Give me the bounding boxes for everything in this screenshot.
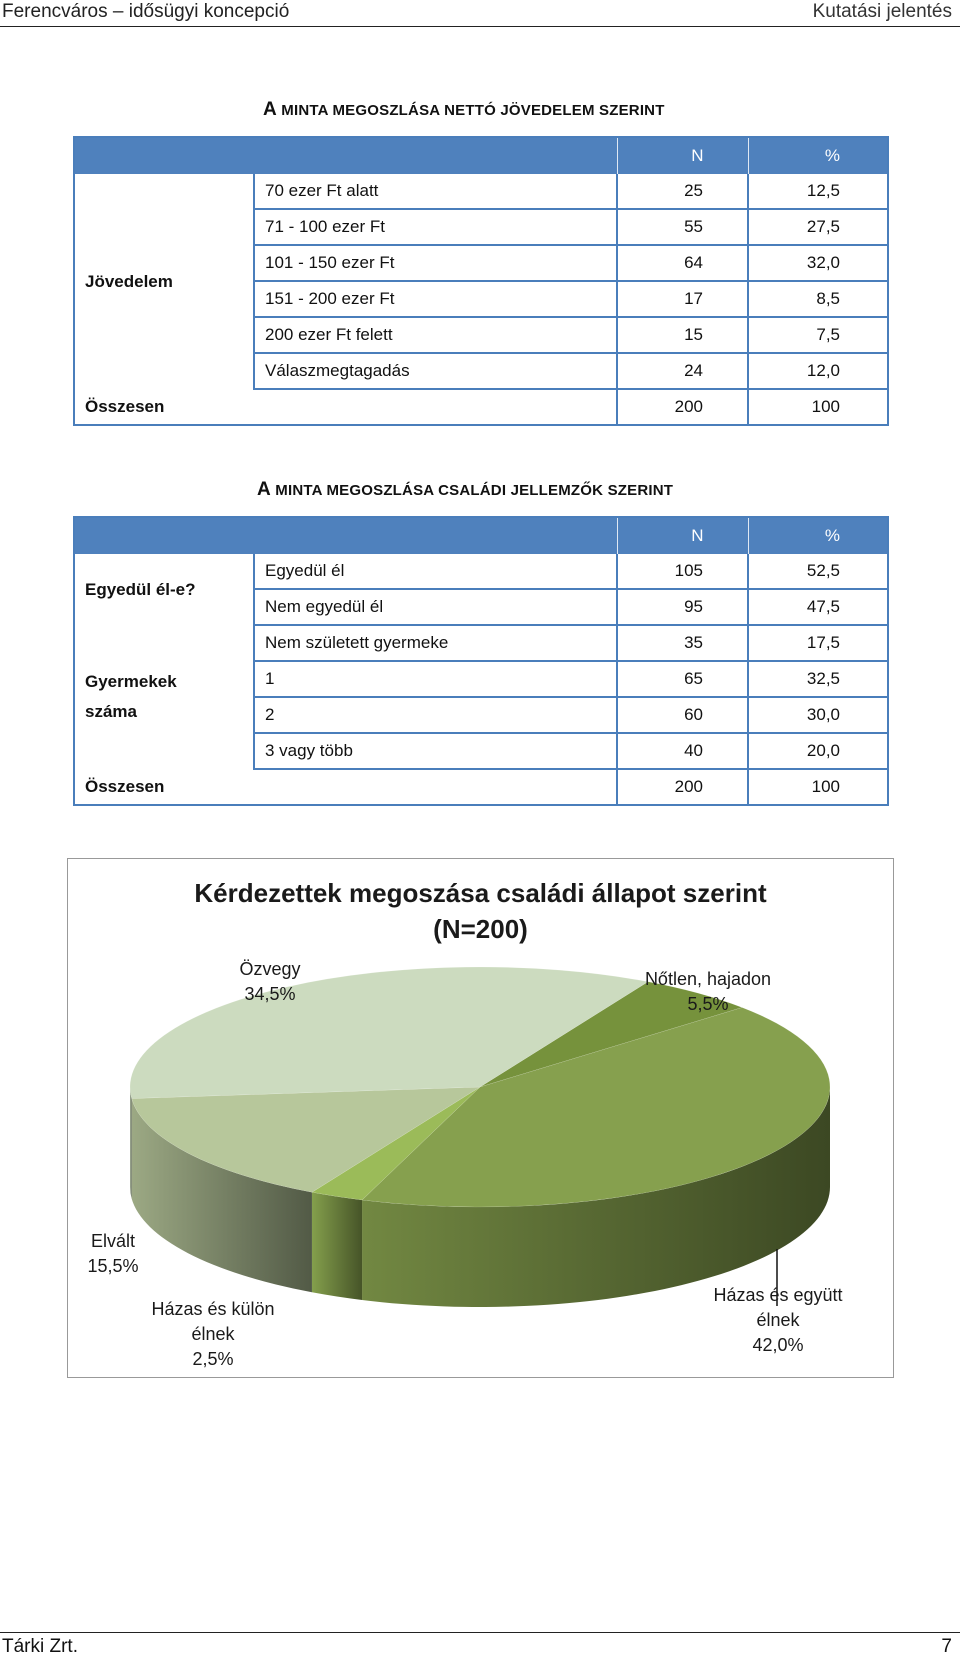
total-n: 200 (617, 769, 748, 805)
row-label: Nem született gyermeke (254, 625, 617, 661)
table2-caption-initial: A (257, 479, 271, 500)
total-percent: 100 (748, 389, 888, 425)
table-total-row (74, 769, 888, 805)
chart-title-line2: (N=200) (433, 914, 528, 944)
row-percent: 17,5 (748, 625, 888, 661)
row-label: Válaszmegtagadás (254, 353, 617, 389)
column-header-n: N (617, 137, 748, 174)
slice-label-kulon-value: 2,5% (192, 1349, 234, 1369)
row-n: 17 (617, 281, 748, 317)
row-n: 95 (617, 589, 748, 625)
row-group-label-line2: száma (85, 702, 137, 721)
table-row (74, 625, 888, 661)
column-header-percent: % (748, 517, 888, 554)
row-group-label-line1: Gyermekek (85, 672, 177, 691)
row-group-label (74, 625, 254, 769)
row-percent: 12,0 (748, 353, 888, 389)
page-header (0, 0, 960, 27)
row-label: 151 - 200 ezer Ft (254, 281, 617, 317)
slice-label-elvalt-value: 15,5% (87, 1256, 139, 1276)
row-n: 60 (617, 697, 748, 733)
slice-label-ozvegy-value: 34,5% (244, 984, 296, 1004)
slice-label-ozvegy-name: Özvegy (239, 959, 301, 979)
row-label: 3 vagy több (254, 733, 617, 769)
total-percent: 100 (748, 769, 888, 805)
total-n: 200 (617, 389, 748, 425)
slice-4-side (130, 1087, 132, 1199)
slice-label-egyutt-line1: Házas és együtt (713, 1285, 843, 1305)
chart-title-line1: Kérdezettek megoszása családi állapot szerint (194, 878, 767, 908)
row-percent: 47,5 (748, 589, 888, 625)
row-n: 65 (617, 661, 748, 697)
table-header-row (74, 137, 888, 174)
table-header-row (74, 517, 888, 554)
row-percent: 8,5 (748, 281, 888, 317)
slice-label-ozvegy (220, 957, 320, 1007)
table1-caption (263, 99, 665, 121)
table-total-row (74, 389, 888, 425)
row-label: 1 (254, 661, 617, 697)
column-header-n: N (617, 517, 748, 554)
table1-caption-text: MINTA MEGOSZLÁSA NETTÓ JÖVEDELEM SZERINT (281, 102, 665, 119)
slice-label-egyutt-line2: élnek (756, 1310, 800, 1330)
slice-label-egyutt (708, 1283, 848, 1358)
marital-status-pie-chart (67, 858, 894, 1378)
total-label: Összesen (85, 397, 165, 416)
row-n: 105 (617, 554, 748, 589)
slice-label-notlen-value: 5,5% (687, 994, 729, 1014)
total-label: Összesen (85, 777, 165, 796)
table2-caption (257, 479, 673, 501)
row-label: 71 - 100 ezer Ft (254, 209, 617, 245)
row-percent: 20,0 (748, 733, 888, 769)
row-label: Egyedül él (254, 554, 617, 589)
row-n: 24 (617, 353, 748, 389)
row-n: 35 (617, 625, 748, 661)
slice-2-side (312, 1192, 362, 1300)
slice-label-kulon-line1: Házas és külön (151, 1299, 275, 1319)
income-distribution-table (73, 136, 889, 426)
table-row (74, 174, 888, 209)
row-label: 2 (254, 697, 617, 733)
slice-label-notlen (633, 967, 783, 1017)
table-row (74, 554, 888, 589)
slice-label-kulon (148, 1297, 278, 1372)
family-distribution-table (73, 516, 889, 806)
row-percent: 27,5 (748, 209, 888, 245)
row-percent: 30,0 (748, 697, 888, 733)
slice-label-egyutt-value: 42,0% (752, 1335, 804, 1355)
header-document-title: Ferencváros – idősügyi koncepció (2, 1, 290, 22)
row-group-label: Egyedül él-e? (74, 554, 254, 625)
row-group-label: Jövedelem (74, 174, 254, 389)
row-label: 70 ezer Ft alatt (254, 174, 617, 209)
row-n: 40 (617, 733, 748, 769)
row-percent: 52,5 (748, 554, 888, 589)
row-percent: 32,0 (748, 245, 888, 281)
row-n: 64 (617, 245, 748, 281)
row-n: 15 (617, 317, 748, 353)
row-percent: 32,5 (748, 661, 888, 697)
row-label: Nem egyedül él (254, 589, 617, 625)
slice-label-elvalt-name: Elvált (90, 1231, 135, 1251)
row-percent: 12,5 (748, 174, 888, 209)
table2-caption-text: MINTA MEGOSZLÁSA CSALÁDI JELLEMZŐK SZERINT (275, 482, 674, 499)
header-report-type: Kutatási jelentés (812, 1, 952, 22)
row-n: 55 (617, 209, 748, 245)
page-footer (0, 1632, 960, 1663)
footer-company: Tárki Zrt. (2, 1636, 78, 1657)
row-label: 200 ezer Ft felett (254, 317, 617, 353)
slice-label-elvalt (78, 1229, 148, 1279)
row-n: 25 (617, 174, 748, 209)
slice-label-kulon-line2: élnek (191, 1324, 235, 1344)
footer-page-number: 7 (941, 1636, 952, 1657)
row-percent: 7,5 (748, 317, 888, 353)
row-label: 101 - 150 ezer Ft (254, 245, 617, 281)
column-header-percent: % (748, 137, 888, 174)
table1-caption-initial: A (263, 99, 277, 120)
slice-label-notlen-name: Nőtlen, hajadon (644, 969, 772, 989)
